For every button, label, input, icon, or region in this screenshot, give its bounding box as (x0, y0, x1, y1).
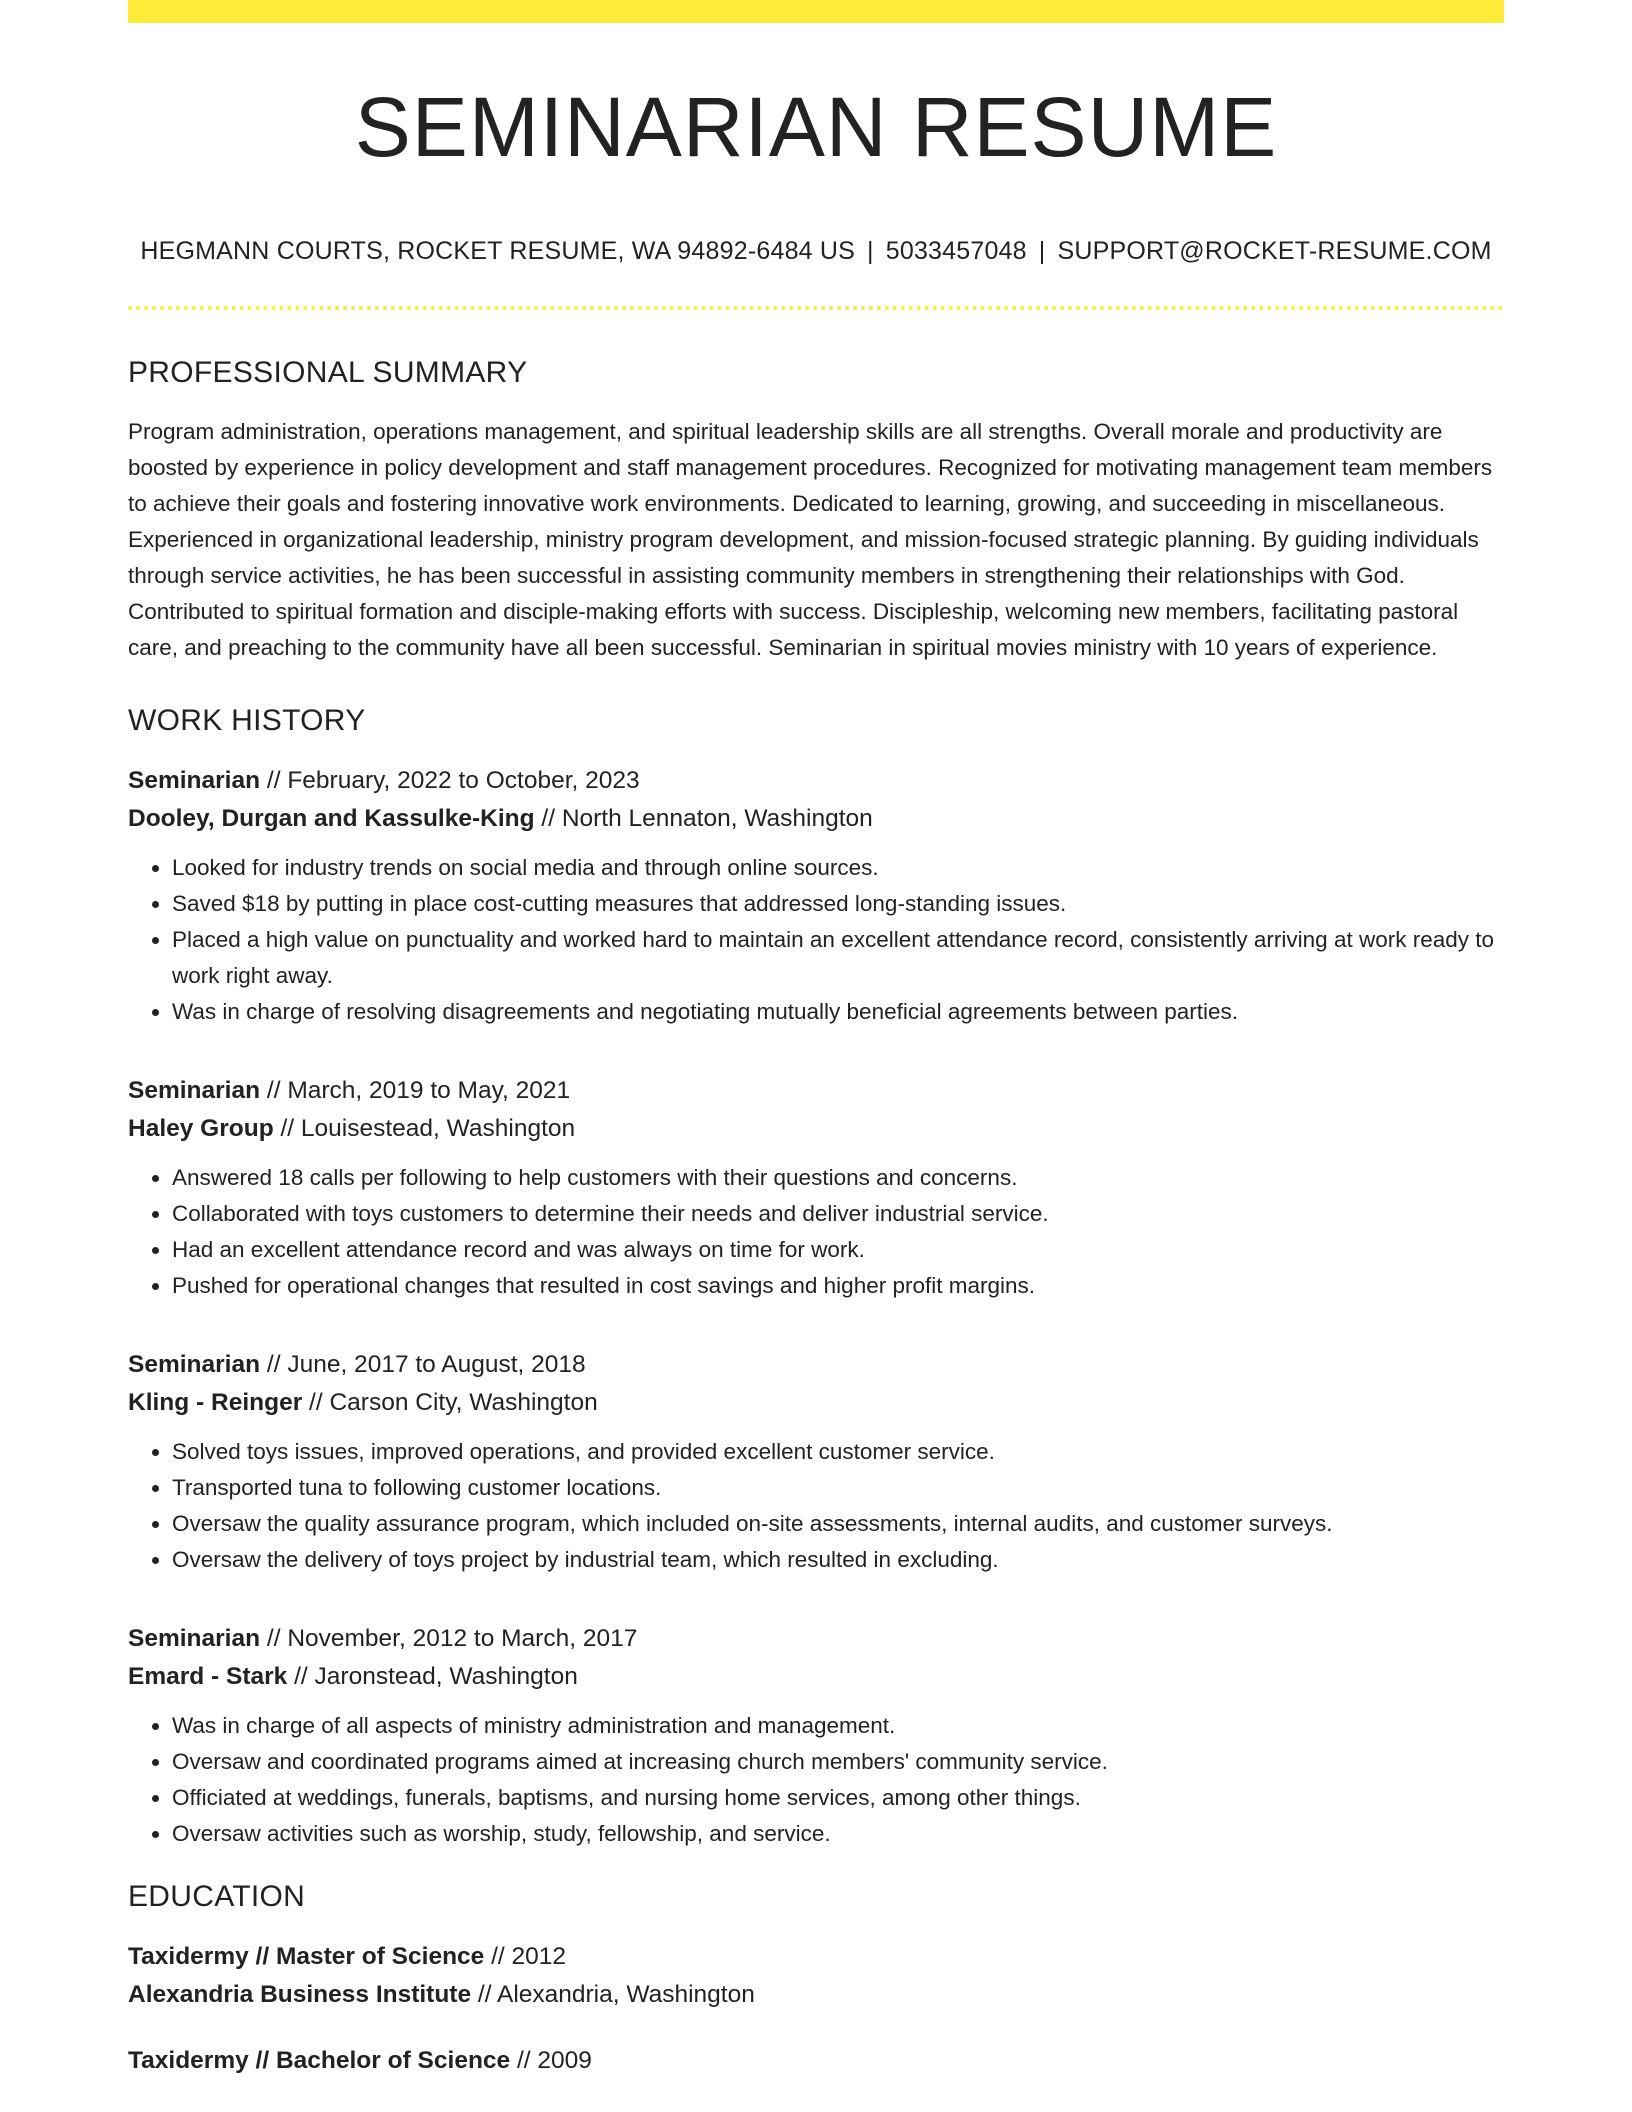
job-company: Kling - Reinger (128, 1389, 303, 1416)
job-bullets (128, 850, 1504, 1030)
job-entry (128, 1346, 1504, 1578)
education-entry (128, 2042, 1504, 2080)
job-bullet: • Oversaw the quality assurance program, which included on-site assessments, internal audits, and customer surveys. (172, 1506, 1504, 1542)
summary-text: Program administration, operations management, and spiritual leadership skills are all strengths. Overall morale and productivity are boosted by experience in policy development and staff management procedures. Recognized for motivating management team members to achieve their goals and fostering innovative work environments. Dedicated to learning, growing, and succeeding in miscellaneous. Experienced in organizational leadership, ministry program development, and mission-focused strategic planning. By guiding individuals through service activities, he has been successful in assisting community members in strengthening their relationships with God. Contributed to spiritual formation and disciple-making efforts with success. Discipleship, welcoming new members, facilitating pastoral care, and preaching to the community have all been successful. Seminarian in spiritual movies ministry with 10 years of experience. (128, 419, 1493, 660)
job-location: // Jaronstead, Washington (287, 1663, 578, 1690)
job-company: Haley Group (128, 1115, 274, 1142)
job-entry (128, 1620, 1504, 1852)
job-bullet: • Was in charge of all aspects of ministry administration and management. (172, 1708, 1504, 1744)
education-list (128, 1938, 1504, 2080)
job-bullet: • Placed a high value on punctuality and worked hard to maintain an excellent attendance record, consistently arriving at work ready to work right away. (172, 922, 1504, 994)
job-bullets (128, 1434, 1504, 1578)
job-bullet: • Solved toys issues, improved operations, and provided excellent customer service. (172, 1434, 1504, 1470)
contact-address: HEGMANN COURTS, ROCKET RESUME, WA 94892-6484 US (140, 237, 856, 265)
work-history-list (128, 762, 1504, 1852)
job-role: Seminarian (128, 1077, 261, 1104)
school-location: // Alexandria, Washington (471, 1981, 755, 2008)
job-title-line (128, 762, 1504, 800)
job-role: Seminarian (128, 1625, 261, 1652)
job-bullet: • Collaborated with toys customers to determine their needs and deliver industrial service. (172, 1196, 1504, 1232)
job-bullet: • Oversaw the delivery of toys project by industrial team, which resulted in excluding. (172, 1542, 1504, 1578)
job-company: Dooley, Durgan and Kassulke-King (128, 805, 535, 832)
job-location: // Louisestead, Washington (273, 1115, 576, 1142)
job-bullet: • Was in charge of resolving disagreements and negotiating mutually beneficial agreements between parties. (172, 994, 1504, 1030)
contact-separator: | (867, 237, 874, 265)
job-entry (128, 762, 1504, 1030)
resume-title: SEMINARIAN RESUME (354, 80, 1278, 174)
job-bullet: • Looked for industry trends on social media and through online sources. (172, 850, 1504, 886)
job-company: Emard - Stark (128, 1663, 288, 1690)
job-bullet: • Pushed for operational changes that resulted in cost savings and higher profit margins. (172, 1268, 1504, 1304)
degree-line (128, 1938, 1504, 1976)
contact-phone: 5033457048 (885, 237, 1027, 265)
education-heading: EDUCATION (128, 1880, 306, 1913)
job-bullets (128, 1160, 1504, 1304)
job-company-line (128, 800, 1504, 838)
job-bullet: • Oversaw and coordinated programs aimed at increasing church members' community service. (172, 1744, 1504, 1780)
job-bullet: • Officiated at weddings, funerals, baptisms, and nursing home services, among other things. (172, 1780, 1504, 1816)
job-dates: // February, 2022 to October, 2023 (260, 767, 640, 794)
contact-line (128, 237, 1504, 266)
degree: Taxidermy // Bachelor of Science (128, 2047, 511, 2074)
job-bullet: • Transported tuna to following customer locations. (172, 1470, 1504, 1506)
work-history-heading: WORK HISTORY (128, 704, 366, 737)
job-bullets (128, 1708, 1504, 1852)
job-entry (128, 1072, 1504, 1304)
summary-heading: PROFESSIONAL SUMMARY (128, 356, 528, 389)
job-bullet: • Oversaw activities such as worship, study, fellowship, and service. (172, 1816, 1504, 1852)
education-entry (128, 1938, 1504, 2014)
top-accent-bar (128, 0, 1504, 23)
degree-line (128, 2042, 1504, 2080)
job-title-line (128, 1620, 1504, 1658)
job-role: Seminarian (128, 1351, 261, 1378)
job-location: // North Lennaton, Washington (534, 805, 873, 832)
job-dates: // June, 2017 to August, 2018 (260, 1351, 586, 1378)
degree-year: // 2012 (484, 1943, 567, 1970)
job-bullet: • Had an excellent attendance record and was always on time for work. (172, 1232, 1504, 1268)
job-dates: // March, 2019 to May, 2021 (260, 1077, 571, 1104)
job-role: Seminarian (128, 767, 261, 794)
job-company-line (128, 1658, 1504, 1696)
school-line (128, 1976, 1504, 2014)
dotted-divider (128, 306, 1504, 310)
job-title-line (128, 1072, 1504, 1110)
contact-separator: | (1038, 237, 1046, 265)
job-company-line (128, 1384, 1504, 1422)
job-location: // Carson City, Washington (302, 1389, 598, 1416)
degree: Taxidermy // Master of Science (128, 1943, 485, 1970)
school: Alexandria Business Institute (128, 1981, 472, 2008)
job-bullet: • Answered 18 calls per following to help customers with their questions and concerns. (172, 1160, 1504, 1196)
job-bullet: • Saved $18 by putting in place cost-cutting measures that addressed long-standing issues. (172, 886, 1504, 922)
contact-email: SUPPORT@ROCKET-RESUME.COM (1057, 237, 1492, 265)
degree-year: // 2009 (510, 2047, 592, 2074)
job-dates: // November, 2012 to March, 2017 (260, 1625, 638, 1652)
resume-page (128, 0, 1504, 2080)
job-company-line (128, 1110, 1504, 1148)
job-title-line (128, 1346, 1504, 1384)
